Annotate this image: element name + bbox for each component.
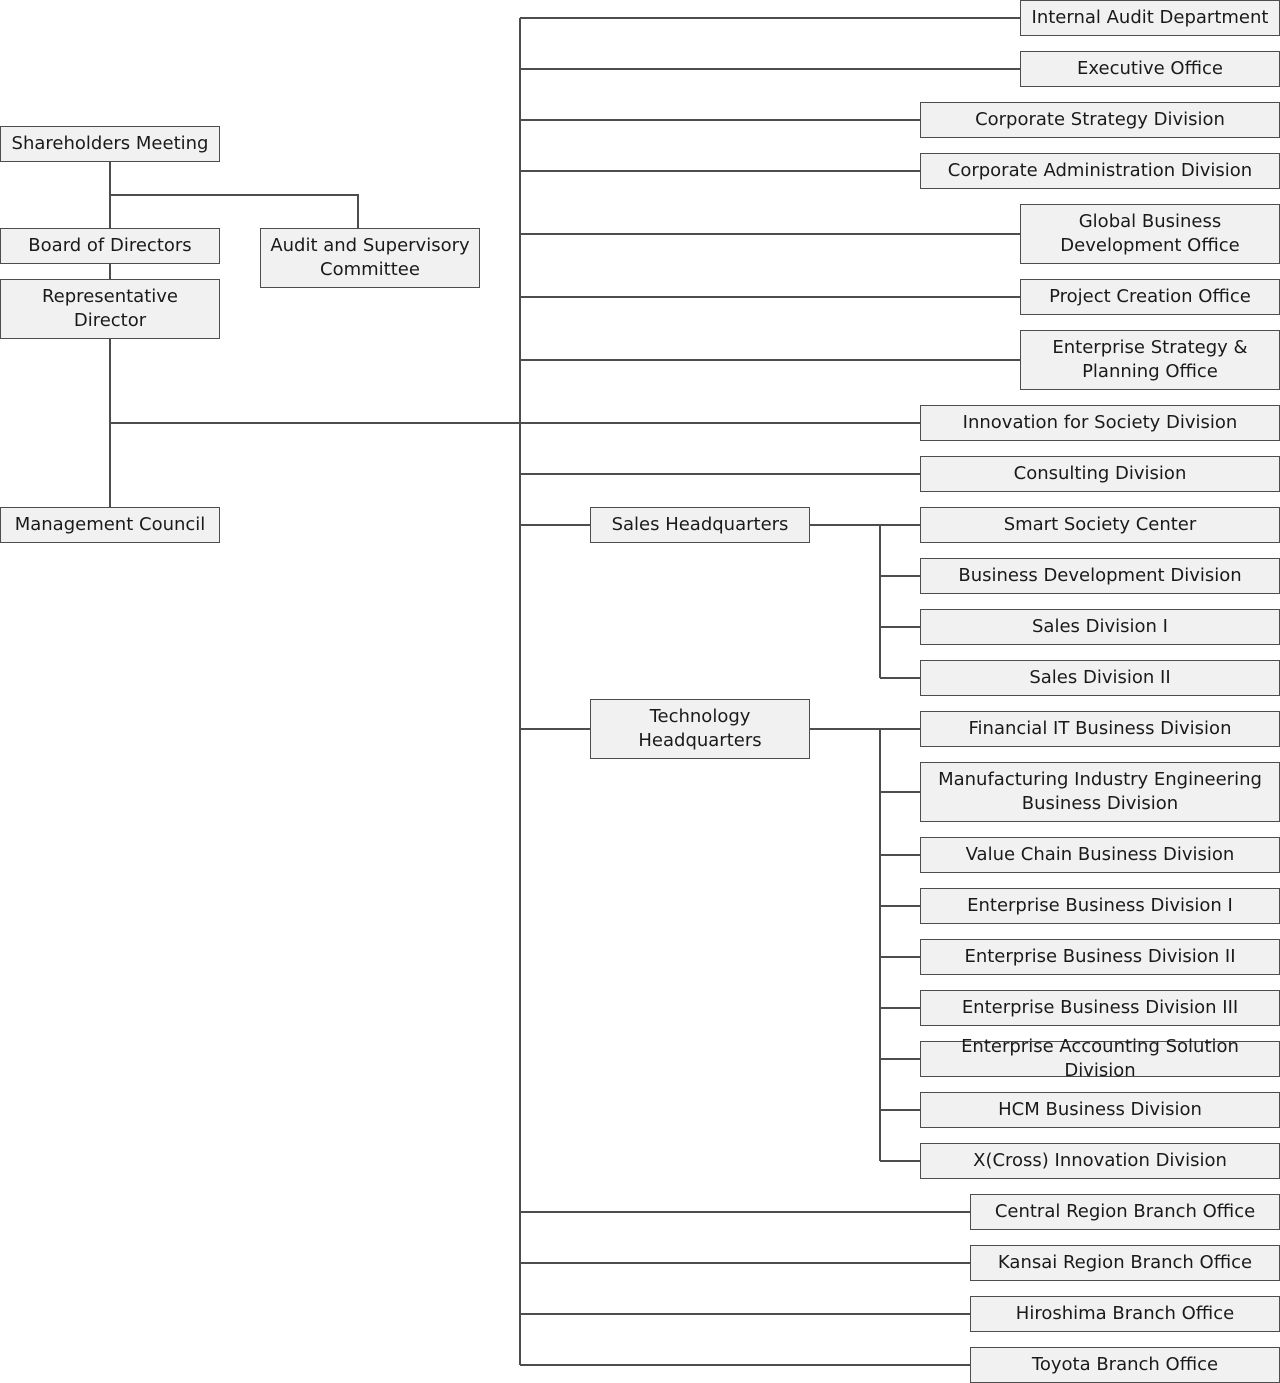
management-council-box: Management Council [0, 507, 220, 543]
enterprise-strategy-planning-office-box: Enterprise Strategy & Planning Office [1020, 330, 1280, 390]
kansai-region-branch-office-box: Kansai Region Branch Office [970, 1245, 1280, 1281]
manufacturing-industry-engineering-box: Manufacturing Industry Engineering Business Division [920, 762, 1280, 822]
hiroshima-branch-office-box: Hiroshima Branch Office [970, 1296, 1280, 1332]
connector [110, 195, 358, 229]
financial-it-business-division-box: Financial IT Business Division [920, 711, 1280, 747]
enterprise-accounting-solution-division-box: Enterprise Accounting Solution Division [920, 1041, 1280, 1077]
central-region-branch-office-box: Central Region Branch Office [970, 1194, 1280, 1230]
enterprise-business-division-1-box: Enterprise Business Division I [920, 888, 1280, 924]
sales-division-1-box: Sales Division I [920, 609, 1280, 645]
hcm-business-division-box: HCM Business Division [920, 1092, 1280, 1128]
sales-division-2-box: Sales Division II [920, 660, 1280, 696]
corporate-strategy-division-box: Corporate Strategy Division [920, 102, 1280, 138]
internal-audit-department-box: Internal Audit Department [1020, 0, 1280, 36]
business-development-division-box: Business Development Division [920, 558, 1280, 594]
toyota-branch-office-box: Toyota Branch Office [970, 1347, 1280, 1383]
enterprise-business-division-2-box: Enterprise Business Division II [920, 939, 1280, 975]
global-business-development-office-box: Global Business Development Office [1020, 204, 1280, 264]
project-creation-office-box: Project Creation Office [1020, 279, 1280, 315]
innovation-for-society-division-box: Innovation for Society Division [920, 405, 1280, 441]
executive-office-box: Executive Office [1020, 51, 1280, 87]
sales-headquarters-box: Sales Headquarters [590, 507, 810, 543]
technology-headquarters-box: Technology Headquarters [590, 699, 810, 759]
consulting-division-box: Consulting Division [920, 456, 1280, 492]
value-chain-business-division-box: Value Chain Business Division [920, 837, 1280, 873]
representative-director-box: Representative Director [0, 279, 220, 339]
corporate-administration-division-box: Corporate Administration Division [920, 153, 1280, 189]
smart-society-center-box: Smart Society Center [920, 507, 1280, 543]
audit-supervisory-committee-box: Audit and Supervisory Committee [260, 228, 480, 288]
board-of-directors-box: Board of Directors [0, 228, 220, 264]
shareholders-meeting-box: Shareholders Meeting [0, 126, 220, 162]
enterprise-business-division-3-box: Enterprise Business Division III [920, 990, 1280, 1026]
cross-innovation-division-box: X(Cross) Innovation Division [920, 1143, 1280, 1179]
